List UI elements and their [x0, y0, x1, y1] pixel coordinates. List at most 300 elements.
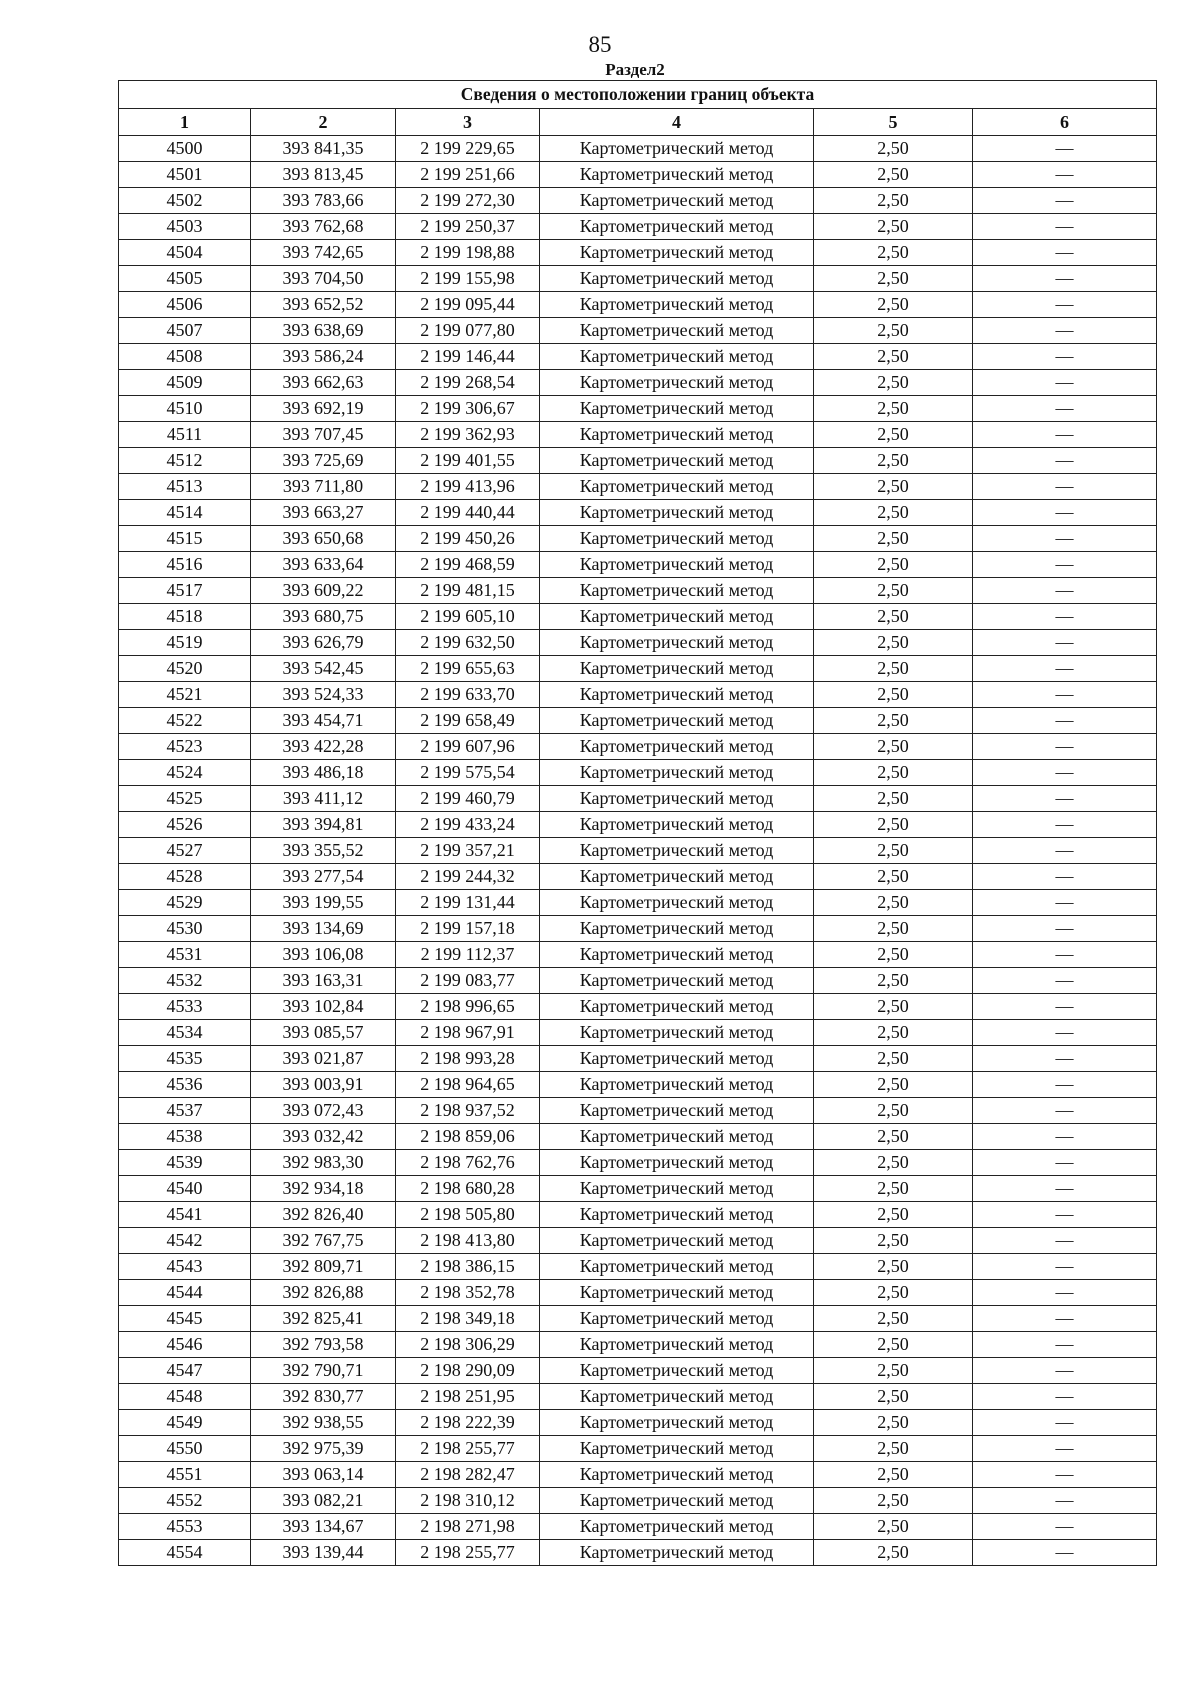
method-cell: Картометрический метод [540, 214, 814, 240]
accuracy-cell: 2,50 [814, 422, 973, 448]
accuracy-cell: 2,50 [814, 526, 973, 552]
y-coordinate-cell: 2 198 310,12 [396, 1488, 540, 1514]
y-coordinate-cell: 2 198 255,77 [396, 1540, 540, 1566]
y-coordinate-cell: 2 199 605,10 [396, 604, 540, 630]
method-cell: Картометрический метод [540, 266, 814, 292]
table-row [119, 1254, 1157, 1280]
table-row [119, 214, 1157, 240]
x-coordinate-cell: 393 586,24 [251, 344, 396, 370]
x-coordinate-cell: 392 809,71 [251, 1254, 396, 1280]
accuracy-cell: 2,50 [814, 630, 973, 656]
point-number-cell: 4503 [119, 214, 251, 240]
note-cell: — [973, 734, 1157, 760]
method-cell: Картометрический метод [540, 1176, 814, 1202]
x-coordinate-cell: 393 199,55 [251, 890, 396, 916]
y-coordinate-cell: 2 199 655,63 [396, 656, 540, 682]
method-cell: Картометрический метод [540, 552, 814, 578]
method-cell: Картометрический метод [540, 1254, 814, 1280]
point-number-cell: 4552 [119, 1488, 251, 1514]
table-row [119, 396, 1157, 422]
accuracy-cell: 2,50 [814, 474, 973, 500]
x-coordinate-cell: 393 102,84 [251, 994, 396, 1020]
y-coordinate-cell: 2 199 460,79 [396, 786, 540, 812]
y-coordinate-cell: 2 198 349,18 [396, 1306, 540, 1332]
table-row [119, 318, 1157, 344]
table-row [119, 1046, 1157, 1072]
point-number-cell: 4516 [119, 552, 251, 578]
x-coordinate-cell: 393 163,31 [251, 968, 396, 994]
note-cell: — [973, 1488, 1157, 1514]
table-row [119, 1176, 1157, 1202]
accuracy-cell: 2,50 [814, 708, 973, 734]
x-coordinate-cell: 393 663,27 [251, 500, 396, 526]
method-cell: Картометрический метод [540, 1098, 814, 1124]
accuracy-cell: 2,50 [814, 812, 973, 838]
note-cell: — [973, 370, 1157, 396]
y-coordinate-cell: 2 199 468,59 [396, 552, 540, 578]
note-cell: — [973, 1176, 1157, 1202]
method-cell: Картометрический метод [540, 630, 814, 656]
x-coordinate-cell: 393 783,66 [251, 188, 396, 214]
x-coordinate-cell: 393 711,80 [251, 474, 396, 500]
accuracy-cell: 2,50 [814, 1228, 973, 1254]
column-header: 3 [396, 109, 540, 136]
table-caption: Сведения о местоположении границ объекта [119, 81, 1157, 109]
method-cell: Картометрический метод [540, 682, 814, 708]
accuracy-cell: 2,50 [814, 1332, 973, 1358]
method-cell: Картометрический метод [540, 1488, 814, 1514]
y-coordinate-cell: 2 198 967,91 [396, 1020, 540, 1046]
table-row [119, 1306, 1157, 1332]
x-coordinate-cell: 393 762,68 [251, 214, 396, 240]
point-number-cell: 4524 [119, 760, 251, 786]
method-cell: Картометрический метод [540, 604, 814, 630]
x-coordinate-cell: 393 021,87 [251, 1046, 396, 1072]
point-number-cell: 4554 [119, 1540, 251, 1566]
y-coordinate-cell: 2 198 386,15 [396, 1254, 540, 1280]
x-coordinate-cell: 392 983,30 [251, 1150, 396, 1176]
accuracy-cell: 2,50 [814, 1124, 973, 1150]
note-cell: — [973, 1436, 1157, 1462]
table-row [119, 1488, 1157, 1514]
x-coordinate-cell: 392 934,18 [251, 1176, 396, 1202]
point-number-cell: 4510 [119, 396, 251, 422]
accuracy-cell: 2,50 [814, 682, 973, 708]
note-cell: — [973, 1332, 1157, 1358]
x-coordinate-cell: 392 826,40 [251, 1202, 396, 1228]
table-row [119, 1462, 1157, 1488]
note-cell: — [973, 760, 1157, 786]
point-number-cell: 4527 [119, 838, 251, 864]
point-number-cell: 4504 [119, 240, 251, 266]
y-coordinate-cell: 2 198 251,95 [396, 1384, 540, 1410]
method-cell: Картометрический метод [540, 1020, 814, 1046]
method-cell: Картометрический метод [540, 890, 814, 916]
note-cell: — [973, 916, 1157, 942]
table-row [119, 1228, 1157, 1254]
x-coordinate-cell: 392 767,75 [251, 1228, 396, 1254]
point-number-cell: 4543 [119, 1254, 251, 1280]
table-row [119, 994, 1157, 1020]
point-number-cell: 4553 [119, 1514, 251, 1540]
y-coordinate-cell: 2 199 362,93 [396, 422, 540, 448]
point-number-cell: 4535 [119, 1046, 251, 1072]
note-cell: — [973, 162, 1157, 188]
note-cell: — [973, 1020, 1157, 1046]
point-number-cell: 4507 [119, 318, 251, 344]
y-coordinate-cell: 2 199 157,18 [396, 916, 540, 942]
method-cell: Картометрический метод [540, 526, 814, 552]
x-coordinate-cell: 393 139,44 [251, 1540, 396, 1566]
x-coordinate-cell: 393 486,18 [251, 760, 396, 786]
column-header: 1 [119, 109, 251, 136]
accuracy-cell: 2,50 [814, 1202, 973, 1228]
x-coordinate-cell: 393 813,45 [251, 162, 396, 188]
note-cell: — [973, 214, 1157, 240]
y-coordinate-cell: 2 198 859,06 [396, 1124, 540, 1150]
table-row [119, 1202, 1157, 1228]
method-cell: Картометрический метод [540, 838, 814, 864]
table-row [119, 968, 1157, 994]
accuracy-cell: 2,50 [814, 1072, 973, 1098]
y-coordinate-cell: 2 198 937,52 [396, 1098, 540, 1124]
x-coordinate-cell: 393 725,69 [251, 448, 396, 474]
method-cell: Картометрический метод [540, 942, 814, 968]
y-coordinate-cell: 2 199 481,15 [396, 578, 540, 604]
method-cell: Картометрический метод [540, 656, 814, 682]
x-coordinate-cell: 393 003,91 [251, 1072, 396, 1098]
accuracy-cell: 2,50 [814, 240, 973, 266]
accuracy-cell: 2,50 [814, 1410, 973, 1436]
note-cell: — [973, 188, 1157, 214]
accuracy-cell: 2,50 [814, 162, 973, 188]
point-number-cell: 4528 [119, 864, 251, 890]
table-row [119, 682, 1157, 708]
x-coordinate-cell: 393 626,79 [251, 630, 396, 656]
note-cell: — [973, 500, 1157, 526]
point-number-cell: 4518 [119, 604, 251, 630]
note-cell: — [973, 1228, 1157, 1254]
y-coordinate-cell: 2 198 996,65 [396, 994, 540, 1020]
method-cell: Картометрический метод [540, 1072, 814, 1098]
x-coordinate-cell: 393 454,71 [251, 708, 396, 734]
y-coordinate-cell: 2 198 282,47 [396, 1462, 540, 1488]
accuracy-cell: 2,50 [814, 890, 973, 916]
y-coordinate-cell: 2 199 095,44 [396, 292, 540, 318]
table-row [119, 1124, 1157, 1150]
method-cell: Картометрический метод [540, 760, 814, 786]
point-number-cell: 4547 [119, 1358, 251, 1384]
accuracy-cell: 2,50 [814, 968, 973, 994]
x-coordinate-cell: 393 072,43 [251, 1098, 396, 1124]
accuracy-cell: 2,50 [814, 1306, 973, 1332]
table-row [119, 1410, 1157, 1436]
table-row [119, 422, 1157, 448]
x-coordinate-cell: 393 082,21 [251, 1488, 396, 1514]
point-number-cell: 4515 [119, 526, 251, 552]
note-cell: — [973, 1280, 1157, 1306]
section-title: Раздел2 [605, 60, 665, 79]
point-number-cell: 4508 [119, 344, 251, 370]
note-cell: — [973, 1046, 1157, 1072]
accuracy-cell: 2,50 [814, 1098, 973, 1124]
accuracy-cell: 2,50 [814, 188, 973, 214]
table-row [119, 162, 1157, 188]
method-cell: Картометрический метод [540, 188, 814, 214]
y-coordinate-cell: 2 198 680,28 [396, 1176, 540, 1202]
table-row [119, 448, 1157, 474]
accuracy-cell: 2,50 [814, 864, 973, 890]
method-cell: Картометрический метод [540, 344, 814, 370]
accuracy-cell: 2,50 [814, 1254, 973, 1280]
point-number-cell: 4521 [119, 682, 251, 708]
table-row [119, 1436, 1157, 1462]
y-coordinate-cell: 2 199 198,88 [396, 240, 540, 266]
point-number-cell: 4500 [119, 136, 251, 162]
y-coordinate-cell: 2 199 357,21 [396, 838, 540, 864]
table-row [119, 474, 1157, 500]
point-number-cell: 4550 [119, 1436, 251, 1462]
point-number-cell: 4538 [119, 1124, 251, 1150]
y-coordinate-cell: 2 198 993,28 [396, 1046, 540, 1072]
point-number-cell: 4533 [119, 994, 251, 1020]
table-row [119, 1098, 1157, 1124]
method-cell: Картометрический метод [540, 1046, 814, 1072]
point-number-cell: 4549 [119, 1410, 251, 1436]
table-caption-row [119, 81, 1157, 109]
point-number-cell: 4525 [119, 786, 251, 812]
note-cell: — [973, 526, 1157, 552]
point-number-cell: 4505 [119, 266, 251, 292]
method-cell: Картометрический метод [540, 994, 814, 1020]
y-coordinate-cell: 2 199 607,96 [396, 734, 540, 760]
accuracy-cell: 2,50 [814, 942, 973, 968]
y-coordinate-cell: 2 199 575,54 [396, 760, 540, 786]
x-coordinate-cell: 393 652,52 [251, 292, 396, 318]
method-cell: Картометрический метод [540, 1436, 814, 1462]
x-coordinate-cell: 393 638,69 [251, 318, 396, 344]
note-cell: — [973, 1410, 1157, 1436]
method-cell: Картометрический метод [540, 578, 814, 604]
note-cell: — [973, 890, 1157, 916]
table-row [119, 1072, 1157, 1098]
method-cell: Картометрический метод [540, 1384, 814, 1410]
y-coordinate-cell: 2 199 272,30 [396, 188, 540, 214]
x-coordinate-cell: 393 422,28 [251, 734, 396, 760]
point-number-cell: 4529 [119, 890, 251, 916]
y-coordinate-cell: 2 199 083,77 [396, 968, 540, 994]
point-number-cell: 4513 [119, 474, 251, 500]
accuracy-cell: 2,50 [814, 604, 973, 630]
accuracy-cell: 2,50 [814, 994, 973, 1020]
note-cell: — [973, 422, 1157, 448]
note-cell: — [973, 292, 1157, 318]
accuracy-cell: 2,50 [814, 1514, 973, 1540]
y-coordinate-cell: 2 199 632,50 [396, 630, 540, 656]
point-number-cell: 4511 [119, 422, 251, 448]
method-cell: Картометрический метод [540, 396, 814, 422]
method-cell: Картометрический метод [540, 1280, 814, 1306]
accuracy-cell: 2,50 [814, 266, 973, 292]
method-cell: Картометрический метод [540, 1124, 814, 1150]
accuracy-cell: 2,50 [814, 1436, 973, 1462]
accuracy-cell: 2,50 [814, 1176, 973, 1202]
method-cell: Картометрический метод [540, 1228, 814, 1254]
y-coordinate-cell: 2 199 450,26 [396, 526, 540, 552]
table-body [119, 81, 1157, 1566]
table-row [119, 786, 1157, 812]
method-cell: Картометрический метод [540, 292, 814, 318]
page-number: 85 [588, 32, 612, 57]
y-coordinate-cell: 2 199 268,54 [396, 370, 540, 396]
table-row [119, 1332, 1157, 1358]
method-cell: Картометрический метод [540, 1358, 814, 1384]
table-row [119, 136, 1157, 162]
method-cell: Картометрический метод [540, 162, 814, 188]
x-coordinate-cell: 393 411,12 [251, 786, 396, 812]
y-coordinate-cell: 2 199 633,70 [396, 682, 540, 708]
x-coordinate-cell: 393 841,35 [251, 136, 396, 162]
method-cell: Картометрический метод [540, 240, 814, 266]
note-cell: — [973, 344, 1157, 370]
table-header-row [119, 109, 1157, 136]
accuracy-cell: 2,50 [814, 1150, 973, 1176]
accuracy-cell: 2,50 [814, 552, 973, 578]
note-cell: — [973, 1150, 1157, 1176]
accuracy-cell: 2,50 [814, 1488, 973, 1514]
x-coordinate-cell: 393 085,57 [251, 1020, 396, 1046]
note-cell: — [973, 448, 1157, 474]
table-row [119, 552, 1157, 578]
x-coordinate-cell: 393 680,75 [251, 604, 396, 630]
x-coordinate-cell: 393 277,54 [251, 864, 396, 890]
method-cell: Картометрический метод [540, 916, 814, 942]
method-cell: Картометрический метод [540, 786, 814, 812]
table-row [119, 708, 1157, 734]
y-coordinate-cell: 2 199 112,37 [396, 942, 540, 968]
x-coordinate-cell: 393 134,69 [251, 916, 396, 942]
y-coordinate-cell: 2 198 222,39 [396, 1410, 540, 1436]
note-cell: — [973, 1072, 1157, 1098]
x-coordinate-cell: 393 032,42 [251, 1124, 396, 1150]
method-cell: Картометрический метод [540, 708, 814, 734]
note-cell: — [973, 266, 1157, 292]
y-coordinate-cell: 2 199 440,44 [396, 500, 540, 526]
accuracy-cell: 2,50 [814, 1358, 973, 1384]
point-number-cell: 4512 [119, 448, 251, 474]
point-number-cell: 4534 [119, 1020, 251, 1046]
x-coordinate-cell: 392 825,41 [251, 1306, 396, 1332]
point-number-cell: 4502 [119, 188, 251, 214]
point-number-cell: 4540 [119, 1176, 251, 1202]
accuracy-cell: 2,50 [814, 838, 973, 864]
y-coordinate-cell: 2 198 306,29 [396, 1332, 540, 1358]
y-coordinate-cell: 2 199 244,32 [396, 864, 540, 890]
point-number-cell: 4541 [119, 1202, 251, 1228]
point-number-cell: 4522 [119, 708, 251, 734]
point-number-cell: 4530 [119, 916, 251, 942]
method-cell: Картометрический метод [540, 1150, 814, 1176]
table-row [119, 734, 1157, 760]
note-cell: — [973, 786, 1157, 812]
table-row [119, 630, 1157, 656]
note-cell: — [973, 864, 1157, 890]
method-cell: Картометрический метод [540, 1202, 814, 1228]
point-number-cell: 4509 [119, 370, 251, 396]
table-row [119, 1540, 1157, 1566]
accuracy-cell: 2,50 [814, 578, 973, 604]
note-cell: — [973, 1306, 1157, 1332]
table-row [119, 344, 1157, 370]
y-coordinate-cell: 2 199 401,55 [396, 448, 540, 474]
accuracy-cell: 2,50 [814, 1384, 973, 1410]
note-cell: — [973, 708, 1157, 734]
column-header: 2 [251, 109, 396, 136]
point-number-cell: 4551 [119, 1462, 251, 1488]
method-cell: Картометрический метод [540, 136, 814, 162]
y-coordinate-cell: 2 198 505,80 [396, 1202, 540, 1228]
accuracy-cell: 2,50 [814, 786, 973, 812]
accuracy-cell: 2,50 [814, 318, 973, 344]
note-cell: — [973, 318, 1157, 344]
x-coordinate-cell: 393 063,14 [251, 1462, 396, 1488]
x-coordinate-cell: 392 790,71 [251, 1358, 396, 1384]
x-coordinate-cell: 393 707,45 [251, 422, 396, 448]
note-cell: — [973, 942, 1157, 968]
y-coordinate-cell: 2 198 290,09 [396, 1358, 540, 1384]
point-number-cell: 4517 [119, 578, 251, 604]
note-cell: — [973, 656, 1157, 682]
x-coordinate-cell: 392 975,39 [251, 1436, 396, 1462]
table-row [119, 1358, 1157, 1384]
x-coordinate-cell: 393 394,81 [251, 812, 396, 838]
note-cell: — [973, 812, 1157, 838]
accuracy-cell: 2,50 [814, 1540, 973, 1566]
accuracy-cell: 2,50 [814, 370, 973, 396]
note-cell: — [973, 552, 1157, 578]
table-row [119, 812, 1157, 838]
x-coordinate-cell: 392 938,55 [251, 1410, 396, 1436]
note-cell: — [973, 1202, 1157, 1228]
y-coordinate-cell: 2 198 964,65 [396, 1072, 540, 1098]
y-coordinate-cell: 2 198 413,80 [396, 1228, 540, 1254]
method-cell: Картометрический метод [540, 734, 814, 760]
method-cell: Картометрический метод [540, 1540, 814, 1566]
method-cell: Картометрический метод [540, 1410, 814, 1436]
y-coordinate-cell: 2 199 229,65 [396, 136, 540, 162]
point-number-cell: 4514 [119, 500, 251, 526]
x-coordinate-cell: 393 662,63 [251, 370, 396, 396]
accuracy-cell: 2,50 [814, 344, 973, 370]
x-coordinate-cell: 392 830,77 [251, 1384, 396, 1410]
x-coordinate-cell: 393 633,64 [251, 552, 396, 578]
table-row [119, 292, 1157, 318]
point-number-cell: 4501 [119, 162, 251, 188]
point-number-cell: 4523 [119, 734, 251, 760]
y-coordinate-cell: 2 199 146,44 [396, 344, 540, 370]
method-cell: Картометрический метод [540, 474, 814, 500]
point-number-cell: 4526 [119, 812, 251, 838]
table-row [119, 942, 1157, 968]
x-coordinate-cell: 392 826,88 [251, 1280, 396, 1306]
table-row [119, 1384, 1157, 1410]
accuracy-cell: 2,50 [814, 916, 973, 942]
note-cell: — [973, 1358, 1157, 1384]
method-cell: Картометрический метод [540, 370, 814, 396]
note-cell: — [973, 1254, 1157, 1280]
point-number-cell: 4542 [119, 1228, 251, 1254]
note-cell: — [973, 396, 1157, 422]
